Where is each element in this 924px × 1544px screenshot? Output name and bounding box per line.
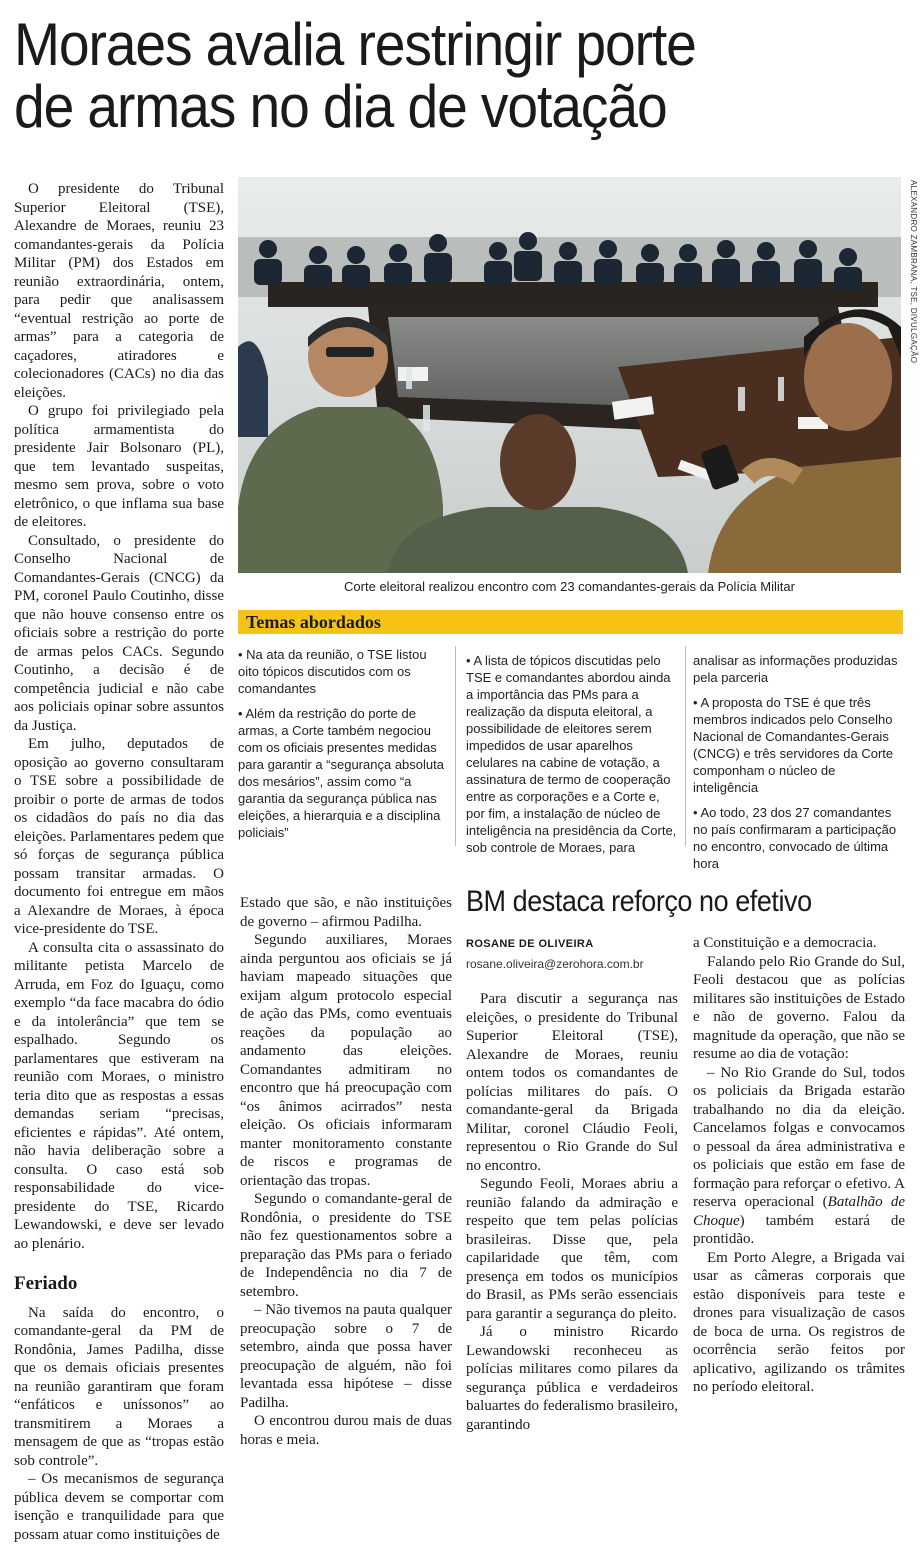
quote-italic: Batalhão de Choque: [693, 1194, 906, 1229]
paragraph: Segundo Feoli, Moraes abriu a reunião falando da admiração e respeito que tem pelas polícias brasileiras. Disse que, pela capilaridade que têm, com presença em todos os municípios do Brasil, as PMs serão essenciais para garantir a segurança do pleito.: [466, 1176, 678, 1322]
temas-bullet: analisar as informações produzidas pela parceria: [693, 653, 898, 685]
temas-column-b: [466, 652, 680, 864]
paragraph: Segundo o comandante-geral de Rondônia, o presidente do TSE não fez questionamentos sobre a preparação das PMs para o feriado de Independência no dia 7 de setembro.: [240, 1191, 452, 1300]
photo-credit-text: ALEXANDRO ZAMBRANA, TSE, DIVULGAÇÃO: [909, 180, 918, 364]
temas-column-c: [693, 652, 903, 880]
paragraph: Consultado, o presidente do Conselho Nacional de Comandantes-Gerais (CNCG) da PM, coronel Paulo Coutinho, disse que não houve consenso entre os oficiais sobre a restrição do porte de armas pelos CACs. Segundo Coutinho, a decisão é de competência judicial e não cabe aos policiais opinar sobre assuntos da Justiça.: [14, 532, 224, 734]
meeting-photo: [238, 177, 901, 573]
paragraph: Na saída do encontro, o comandante-geral da PM de Rondônia, James Padilha, disse que os demais oficiais presentes na reunião garantiram que foram “enfáticos e uníssonos” ao transmitirem a Moraes a mensagem de que as “tropas estão sob controle”.: [14, 1304, 224, 1469]
headline-line-1: Moraes avalia restringir porte: [14, 11, 696, 78]
temas-bullet: • A proposta do TSE é que três membros indicados pelo Conselho Nacional de Comandantes-Gerais (CNCG) e três servidores da Corte componham o núcleo de inteligência: [693, 695, 894, 795]
bm-headline: BM destaca reforço no efetivo: [466, 885, 812, 918]
quote-text-end: ) também estará de prontidão.: [693, 1212, 905, 1247]
paragraph: Estado que são, e não instituições de governo – afirmou Padilha.: [240, 895, 452, 930]
photo-credit: [906, 180, 920, 480]
photo-illustration: [238, 177, 901, 573]
paragraph: O encontrou durou mais de duas horas e meia.: [240, 1413, 452, 1448]
bm-column-1: [466, 990, 678, 1434]
paragraph: Para discutir a segurança nas eleições, o presidente do Tribunal Superior Eleitoral (TSE), Alexandre de Moraes, reuniu ontem todos os comandantes de polícias militares do país. O comandante-geral da Brigada Militar, coronel Cláudio Feoli, representou o Rio Grande do Sul no encontro.: [466, 991, 678, 1174]
paragraph: Segundo auxiliares, Moraes ainda perguntou aos oficiais se já haviam mapeado situações que exijam algum protocolo especial de ação das PMs, como eventuais reações da população ao andamento das eleições. Comandantes admitiram no encontro que há preocupação com “os ânimos acirrados” nesta eleição. Os oficiais informaram manter monitoramento constante de riscos e programas de orientação das tropas.: [240, 932, 452, 1189]
photo-caption: Corte eleitoral realizou encontro com 23 comandantes-gerais da Polícia Militar: [344, 579, 795, 594]
column-divider: [685, 646, 686, 846]
author-email[interactable]: rosane.oliveira@zerohora.com.br: [466, 957, 644, 971]
paragraph: [693, 1064, 905, 1249]
paragraph: Falando pelo Rio Grande do Sul, Feoli destacou que as polícias militares são instituições de Estado e não de governo. Falou da magnitude da operação, que não se resume ao dia de votação:: [693, 953, 905, 1062]
headline-line-2: de armas no dia de votação: [14, 73, 667, 140]
article-column-2: [240, 894, 452, 1449]
temas-bullet: • Além da restrição do porte de armas, a Corte também negociou com os oficiais presentes medidas para garantir a “segurança absoluta dos mesários”, assim como “a garantia da segurança pública nas eleições, a hierarquia e a disciplina policiais”: [238, 706, 444, 840]
paragraph: Já o ministro Ricardo Lewandowski reconheceu as polícias militares como pilares da segurança pública e verdadeiros baluartes do federalismo brasileiro, garantindo: [466, 1324, 678, 1433]
temas-title: Temas abordados: [246, 612, 381, 632]
paragraph: – Os mecanismos de segurança pública devem se comportar com isenção e tranquilidade para que possam atuar como instituições de: [14, 1471, 224, 1543]
quote-text: – No Rio Grande do Sul, todos os policiais da Brigada estarão trabalhando no dia da eleição. Cancelamos folgas e convocamos o pessoal da área administrativa e os policiais que estão em fase de formação para reforçar o efetivo. A reserva operacional (: [693, 1064, 905, 1210]
paragraph: O grupo foi privilegiado pela política armamentista do presidente Jair Bolsonaro (PL), que tem levantado suspeitas, mesmo sem prova, sobre o voto eletrônico, o que inflama sua base de eleitores.: [14, 403, 224, 530]
paragraph: O presidente do Tribunal Superior Eleitoral (TSE), Alexandre de Moraes, reuniu 23 comandantes-gerais da Polícia Militar (PM) dos Estados em reunião extraordinária, ontem, para pedir que analisassem “eventual restrição ao porte de armas” para a categoria de caçadores, atiradores e colecionadores (CACs) no dia das eleições.: [14, 181, 224, 401]
column-divider: [455, 646, 456, 846]
headline: [14, 11, 842, 140]
paragraph: Em Porto Alegre, a Brigada vai usar as câmeras corporais que estão disponíveis para teste e drones para visualização de casos de boca de urna. Os registros de ocorrência serão feitos por aplicativo, agilizando os trâmites no período eleitoral.: [693, 1249, 905, 1395]
paragraph: – Não tivemos na pauta qualquer preocupação sobre o 7 de setembro, ainda que possa haver preocupação de alguém, não foi levantada essa hipótese – disse Padilha.: [240, 1302, 452, 1411]
subhead-feriado: Feriado: [14, 1273, 78, 1294]
paragraph: a Constituição e a democracia.: [693, 935, 877, 951]
bm-column-2: [693, 934, 905, 1397]
author-name: ROSANE DE OLIVEIRA: [466, 938, 594, 950]
paragraph: A consulta cita o assassinato do militante petista Marcelo de Arruda, em Foz do Iguaçu, como exemplo “da face macabra do ódio e da intolerância” que tem se espalhado. Segundo os parlamentares que estiveram na reunião com Moraes, o ministro teria dito que as respostas a essas demandas seriam “precisas, eficientes e rápidas”. Até ontem, não havia deliberação sobre a consulta. O caso está sob responsabilidade do vice-presidente do TSE, Ricardo Lewandowski, e deve ser levado ao plenário.: [14, 939, 224, 1252]
paragraph: Em julho, deputados de oposição ao governo consultaram o TSE sobre a possibilidade de proibir o porte de armas de todos os cidadãos do país no dia das eleições. Parlamentares pedem que só forças de segurança pública possam transitar armadas. O documento foi entregue em mãos a Alexandre de Moraes, à época vice-presidente do TSE.: [14, 736, 224, 937]
temas-bullet: • A lista de tópicos discutidas pelo TSE e comandantes abordou ainda a importância das PMs para a realização da disputa eleitoral, a possibilidade de eleitores serem impedidos de usar aparelhos celulares na cabine de votação, a assinatura de termo de cooperação entre as corporações e a Corte e, por fim, a instalação de núcleo de inteligência na presidência da Corte, sob controle de Moraes, para: [466, 653, 677, 855]
temas-column-a: [238, 646, 444, 849]
temas-bullet: • Ao todo, 23 dos 27 comandantes no país confirmaram a participação no encontro, convocado de última hora: [693, 805, 897, 871]
temas-bullet: • Na ata da reunião, o TSE listou oito tópicos discutidos com os comandantes: [238, 647, 427, 696]
article-column-1: [14, 180, 224, 1544]
